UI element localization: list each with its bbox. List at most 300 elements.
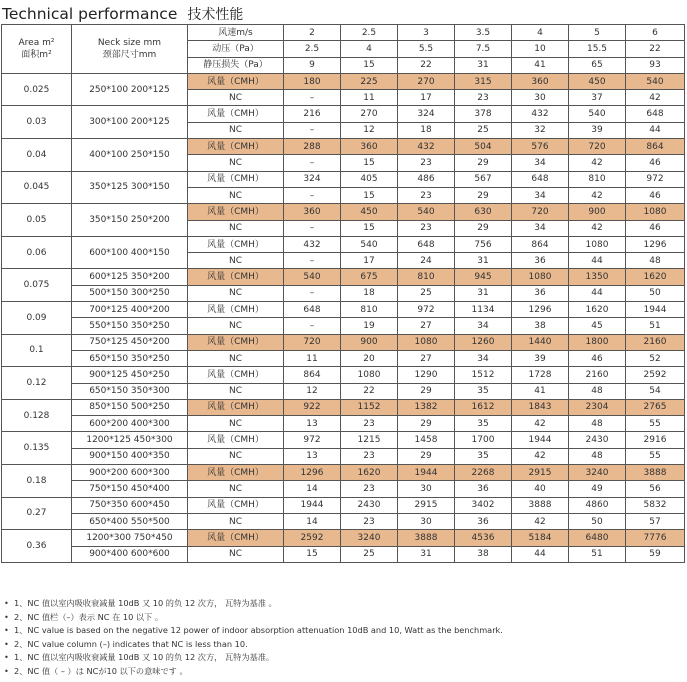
nc-cell: 34	[455, 350, 512, 366]
neck-size-cell: 400*100 250*150	[72, 139, 188, 172]
nc-cell: 57	[626, 513, 685, 529]
airflow-cell: 1080	[398, 334, 455, 350]
airflow-cell: 972	[398, 302, 455, 318]
table-row	[2, 530, 685, 546]
bullet-icon: •	[4, 611, 9, 622]
header-pressure-label: 动压（Pa）	[188, 41, 284, 57]
table-row	[2, 106, 685, 122]
airflow-cell: 270	[341, 106, 398, 122]
nc-cell: 12	[341, 122, 398, 138]
airflow-cell: 450	[341, 204, 398, 220]
airflow-cell: 5832	[626, 497, 685, 513]
velocity-cell: 4	[512, 25, 569, 41]
nc-cell: 14	[284, 481, 341, 497]
nc-cell: 44	[512, 546, 569, 562]
nc-cell: 31	[398, 546, 455, 562]
nc-cell: 35	[455, 383, 512, 399]
airflow-cell: 810	[341, 302, 398, 318]
airflow-cell: 1080	[569, 236, 626, 252]
nc-cell: 32	[512, 122, 569, 138]
table-row	[2, 399, 685, 415]
nc-label: NC	[188, 318, 284, 334]
table-row	[2, 139, 685, 155]
nc-cell: 55	[626, 448, 685, 464]
area-cell: 0.1	[2, 334, 72, 367]
nc-cell: 35	[455, 416, 512, 432]
airflow-cell: 3888	[626, 465, 685, 481]
airflow-cell: 1612	[455, 399, 512, 415]
table-row	[2, 513, 685, 529]
table-row	[2, 334, 685, 350]
area-cell: 0.04	[2, 139, 72, 172]
nc-cell: 34	[512, 220, 569, 236]
nc-cell: 15	[341, 155, 398, 171]
airflow-cell: 1440	[512, 334, 569, 350]
area-cell: 0.18	[2, 465, 72, 498]
nc-cell: 42	[512, 513, 569, 529]
table-row	[2, 204, 685, 220]
nc-cell: 14	[284, 513, 341, 529]
nc-cell: 49	[569, 481, 626, 497]
airflow-cell: 4536	[455, 530, 512, 546]
table-row	[2, 465, 685, 481]
airflow-label: 风量（CMH）	[188, 302, 284, 318]
nc-cell: 44	[569, 285, 626, 301]
nc-cell: 50	[569, 513, 626, 529]
neck-size-cell: 1200*125 450*300	[72, 432, 188, 448]
neck-size-cell: 250*100 200*125	[72, 73, 188, 106]
header-area: Area m² 面积m²	[2, 25, 72, 74]
airflow-cell: 1458	[398, 432, 455, 448]
velocity-cell: 2	[284, 25, 341, 41]
nc-cell: 30	[398, 481, 455, 497]
nc-label: NC	[188, 513, 284, 529]
loss-cell: 93	[626, 57, 685, 73]
nc-cell: 46	[626, 187, 685, 203]
nc-cell: 38	[512, 318, 569, 334]
loss-cell: 41	[512, 57, 569, 73]
airflow-cell: 360	[284, 204, 341, 220]
nc-label: NC	[188, 220, 284, 236]
nc-label: NC	[188, 416, 284, 432]
nc-cell: –	[284, 155, 341, 171]
pressure-cell: 2.5	[284, 41, 341, 57]
nc-cell: 25	[455, 122, 512, 138]
airflow-label: 风量（CMH）	[188, 465, 284, 481]
table-row	[2, 546, 685, 562]
airflow-cell: 2268	[455, 465, 512, 481]
airflow-label: 风量（CMH）	[188, 204, 284, 220]
table-row	[2, 416, 685, 432]
airflow-label: 风量（CMH）	[188, 497, 284, 513]
airflow-cell: 288	[284, 139, 341, 155]
airflow-cell: 270	[398, 73, 455, 89]
airflow-cell: 315	[455, 73, 512, 89]
airflow-cell: 486	[398, 171, 455, 187]
nc-cell: 11	[284, 350, 341, 366]
airflow-cell: 648	[398, 236, 455, 252]
table-row	[2, 236, 685, 252]
area-cell: 0.27	[2, 497, 72, 530]
airflow-cell: 1296	[626, 236, 685, 252]
nc-cell: 48	[569, 383, 626, 399]
nc-cell: 29	[455, 187, 512, 203]
nc-label: NC	[188, 187, 284, 203]
nc-label: NC	[188, 546, 284, 562]
area-cell: 0.075	[2, 269, 72, 302]
nc-cell: 24	[398, 253, 455, 269]
footnote-line	[4, 651, 503, 665]
velocity-cell: 3	[398, 25, 455, 41]
pressure-cell: 10	[512, 41, 569, 57]
nc-cell: 54	[626, 383, 685, 399]
neck-size-cell: 900*400 600*600	[72, 546, 188, 562]
airflow-label: 风量（CMH）	[188, 171, 284, 187]
loss-cell: 9	[284, 57, 341, 73]
neck-size-cell: 550*150 350*250	[72, 318, 188, 334]
neck-size-cell: 750*125 450*200	[72, 334, 188, 350]
neck-size-cell: 650*150 350*250	[72, 350, 188, 366]
nc-cell: –	[284, 318, 341, 334]
nc-cell: 56	[626, 481, 685, 497]
airflow-cell: 1728	[512, 367, 569, 383]
table-row	[2, 350, 685, 366]
nc-cell: 19	[341, 318, 398, 334]
header-neck-size: Neck size mm 颈部尺寸mm	[72, 25, 188, 74]
nc-label: NC	[188, 481, 284, 497]
footnote-line	[4, 597, 503, 611]
neck-size-cell: 850*150 500*250	[72, 399, 188, 415]
neck-size-cell: 900*200 600*300	[72, 465, 188, 481]
airflow-label: 风量（CMH）	[188, 269, 284, 285]
airflow-cell: 756	[455, 236, 512, 252]
nc-cell: 46	[626, 155, 685, 171]
nc-cell: 59	[626, 546, 685, 562]
nc-cell: 30	[398, 513, 455, 529]
loss-cell: 22	[398, 57, 455, 73]
airflow-cell: 1080	[341, 367, 398, 383]
airflow-cell: 972	[284, 432, 341, 448]
airflow-cell: 810	[569, 171, 626, 187]
footnotes	[4, 597, 503, 678]
nc-cell: 42	[626, 90, 685, 106]
nc-label: NC	[188, 350, 284, 366]
airflow-cell: 1620	[341, 465, 398, 481]
nc-cell: 48	[626, 253, 685, 269]
nc-cell: 18	[341, 285, 398, 301]
nc-cell: 51	[569, 546, 626, 562]
bullet-icon: •	[4, 598, 9, 608]
airflow-cell: 1152	[341, 399, 398, 415]
nc-cell: 29	[398, 448, 455, 464]
footnote-text: 1、NC 值以室内吸收衰减量 10dB 又 10 的负 12 次方， 瓦特为基准。	[14, 652, 275, 662]
area-cell: 0.09	[2, 302, 72, 335]
nc-cell: 42	[569, 187, 626, 203]
airflow-cell: 2916	[626, 432, 685, 448]
airflow-cell: 540	[341, 236, 398, 252]
nc-cell: 40	[512, 481, 569, 497]
airflow-cell: 900	[341, 334, 398, 350]
airflow-cell: 540	[569, 106, 626, 122]
airflow-cell: 1134	[455, 302, 512, 318]
nc-label: NC	[188, 155, 284, 171]
airflow-cell: 432	[398, 139, 455, 155]
airflow-cell: 1800	[569, 334, 626, 350]
airflow-cell: 540	[398, 204, 455, 220]
header-velocity-label: 风速m/s	[188, 25, 284, 41]
neck-size-cell: 1200*300 750*450	[72, 530, 188, 546]
airflow-cell: 810	[398, 269, 455, 285]
airflow-cell: 324	[398, 106, 455, 122]
airflow-cell: 450	[569, 73, 626, 89]
nc-cell: –	[284, 220, 341, 236]
neck-size-cell: 650*400 550*500	[72, 513, 188, 529]
footnote-text: 2、NC 值（ – ）は NCが10 以下の意味です 。	[14, 665, 188, 676]
nc-cell: 51	[626, 318, 685, 334]
airflow-cell: 216	[284, 106, 341, 122]
nc-cell: –	[284, 90, 341, 106]
airflow-cell: 567	[455, 171, 512, 187]
airflow-cell: 540	[626, 73, 685, 89]
nc-cell: 35	[455, 448, 512, 464]
neck-size-cell: 600*125 350*200	[72, 269, 188, 285]
airflow-cell: 1080	[626, 204, 685, 220]
airflow-cell: 3888	[512, 497, 569, 513]
bullet-icon: •	[4, 625, 9, 635]
airflow-label: 风量（CMH）	[188, 106, 284, 122]
nc-cell: 42	[512, 416, 569, 432]
title-english: Technical performance	[2, 5, 178, 23]
airflow-label: 风量（CMH）	[188, 334, 284, 350]
nc-cell: 29	[398, 416, 455, 432]
airflow-cell: 6480	[569, 530, 626, 546]
airflow-cell: 432	[512, 106, 569, 122]
airflow-label: 风量（CMH）	[188, 399, 284, 415]
loss-cell: 65	[569, 57, 626, 73]
airflow-label: 风量（CMH）	[188, 530, 284, 546]
nc-cell: 25	[341, 546, 398, 562]
airflow-cell: 1080	[512, 269, 569, 285]
footnote-text: 1、NC value is based on the negative 12 power of indoor absorption attenuation 10dB and 10, Watt as the benchmark.	[14, 625, 503, 635]
airflow-cell: 900	[569, 204, 626, 220]
nc-cell: 36	[455, 481, 512, 497]
footnote-line	[4, 624, 503, 638]
nc-cell: 37	[569, 90, 626, 106]
nc-cell: 29	[455, 220, 512, 236]
airflow-cell: 1382	[398, 399, 455, 415]
airflow-cell: 1260	[455, 334, 512, 350]
table-row	[2, 73, 685, 89]
nc-cell: 29	[455, 155, 512, 171]
nc-cell: 18	[398, 122, 455, 138]
airflow-cell: 225	[341, 73, 398, 89]
table-row	[2, 269, 685, 285]
airflow-cell: 648	[512, 171, 569, 187]
pressure-cell: 15.5	[569, 41, 626, 57]
nc-cell: 27	[398, 350, 455, 366]
nc-cell: 20	[341, 350, 398, 366]
velocity-cell: 2.5	[341, 25, 398, 41]
airflow-cell: 576	[512, 139, 569, 155]
airflow-cell: 864	[626, 139, 685, 155]
airflow-cell: 2915	[512, 465, 569, 481]
airflow-cell: 2915	[398, 497, 455, 513]
footnote-text: 2、NC 值栏（–）表示 NC 在 10 以下 。	[14, 611, 164, 622]
airflow-cell: 2304	[569, 399, 626, 415]
nc-cell: 34	[455, 318, 512, 334]
airflow-cell: 1700	[455, 432, 512, 448]
nc-cell: 23	[341, 416, 398, 432]
airflow-cell: 630	[455, 204, 512, 220]
airflow-cell: 720	[569, 139, 626, 155]
airflow-cell: 1944	[398, 465, 455, 481]
nc-cell: 41	[512, 383, 569, 399]
airflow-cell: 324	[284, 171, 341, 187]
nc-cell: 36	[512, 253, 569, 269]
footnote-line	[4, 638, 503, 652]
nc-cell: 30	[512, 90, 569, 106]
nc-cell: 11	[341, 90, 398, 106]
nc-cell: 25	[398, 285, 455, 301]
airflow-cell: 4860	[569, 497, 626, 513]
area-cell: 0.12	[2, 367, 72, 400]
nc-cell: 29	[398, 383, 455, 399]
nc-cell: 13	[284, 416, 341, 432]
nc-cell: –	[284, 187, 341, 203]
airflow-cell: 1944	[626, 302, 685, 318]
airflow-cell: 3240	[569, 465, 626, 481]
page-title	[2, 4, 243, 24]
table-row	[2, 318, 685, 334]
neck-size-cell: 500*150 300*250	[72, 285, 188, 301]
airflow-cell: 864	[284, 367, 341, 383]
airflow-cell: 972	[626, 171, 685, 187]
airflow-cell: 7776	[626, 530, 685, 546]
nc-cell: 42	[512, 448, 569, 464]
airflow-cell: 1296	[512, 302, 569, 318]
airflow-cell: 1843	[512, 399, 569, 415]
airflow-cell: 1215	[341, 432, 398, 448]
airflow-cell: 1350	[569, 269, 626, 285]
airflow-cell: 360	[512, 73, 569, 89]
airflow-cell: 1296	[284, 465, 341, 481]
nc-cell: 46	[626, 220, 685, 236]
airflow-cell: 2765	[626, 399, 685, 415]
nc-label: NC	[188, 90, 284, 106]
airflow-cell: 3888	[398, 530, 455, 546]
nc-cell: 36	[512, 285, 569, 301]
airflow-cell: 5184	[512, 530, 569, 546]
bullet-icon: •	[4, 665, 9, 676]
nc-cell: 39	[512, 350, 569, 366]
nc-cell: 22	[341, 383, 398, 399]
table-row	[2, 448, 685, 464]
airflow-cell: 648	[626, 106, 685, 122]
table-row	[2, 171, 685, 187]
airflow-cell: 180	[284, 73, 341, 89]
nc-cell: 23	[341, 481, 398, 497]
area-cell: 0.135	[2, 432, 72, 465]
nc-cell: 44	[569, 253, 626, 269]
nc-cell: 48	[569, 448, 626, 464]
nc-label: NC	[188, 122, 284, 138]
airflow-cell: 504	[455, 139, 512, 155]
airflow-cell: 2160	[569, 367, 626, 383]
nc-cell: 15	[341, 220, 398, 236]
area-cell: 0.06	[2, 236, 72, 269]
nc-cell: –	[284, 122, 341, 138]
airflow-cell: 378	[455, 106, 512, 122]
bullet-icon: •	[4, 652, 9, 662]
airflow-cell: 922	[284, 399, 341, 415]
nc-cell: 52	[626, 350, 685, 366]
nc-cell: 27	[398, 318, 455, 334]
pressure-cell: 4	[341, 41, 398, 57]
nc-label: NC	[188, 383, 284, 399]
footnote-line	[4, 665, 503, 679]
airflow-cell: 1290	[398, 367, 455, 383]
loss-cell: 31	[455, 57, 512, 73]
nc-cell: 55	[626, 416, 685, 432]
nc-cell: 13	[284, 448, 341, 464]
nc-cell: 34	[512, 187, 569, 203]
airflow-cell: 2160	[626, 334, 685, 350]
nc-cell: 42	[569, 220, 626, 236]
loss-cell: 15	[341, 57, 398, 73]
airflow-label: 风量（CMH）	[188, 432, 284, 448]
nc-cell: 45	[569, 318, 626, 334]
airflow-cell: 1620	[569, 302, 626, 318]
airflow-cell: 675	[341, 269, 398, 285]
neck-size-cell: 750*150 450*400	[72, 481, 188, 497]
neck-size-cell: 700*125 400*200	[72, 302, 188, 318]
neck-size-cell: 650*150 350*300	[72, 383, 188, 399]
table-row	[2, 481, 685, 497]
nc-cell: 17	[398, 90, 455, 106]
nc-cell: 23	[398, 187, 455, 203]
airflow-cell: 3402	[455, 497, 512, 513]
table-row	[2, 383, 685, 399]
nc-cell: 39	[569, 122, 626, 138]
neck-size-cell: 750*350 600*450	[72, 497, 188, 513]
header-loss-label: 静压损失（Pa）	[188, 57, 284, 73]
airflow-cell: 2430	[569, 432, 626, 448]
airflow-cell: 864	[512, 236, 569, 252]
nc-cell: 46	[569, 350, 626, 366]
area-cell: 0.045	[2, 171, 72, 204]
nc-cell: 23	[455, 90, 512, 106]
nc-cell: 34	[512, 155, 569, 171]
neck-size-cell: 350*150 250*200	[72, 204, 188, 237]
nc-cell: 23	[341, 513, 398, 529]
nc-cell: 31	[455, 285, 512, 301]
airflow-cell: 360	[341, 139, 398, 155]
nc-cell: 17	[341, 253, 398, 269]
nc-cell: 15	[341, 187, 398, 203]
nc-cell: 44	[626, 122, 685, 138]
nc-cell: 36	[455, 513, 512, 529]
airflow-cell: 720	[284, 334, 341, 350]
table-row	[2, 285, 685, 301]
title-chinese: 技术性能	[187, 7, 244, 23]
performance-table	[1, 24, 685, 563]
airflow-cell: 405	[341, 171, 398, 187]
nc-cell: 31	[455, 253, 512, 269]
header-row-velocity	[2, 25, 685, 41]
nc-cell: 23	[341, 448, 398, 464]
airflow-cell: 1944	[512, 432, 569, 448]
nc-cell: 42	[569, 155, 626, 171]
